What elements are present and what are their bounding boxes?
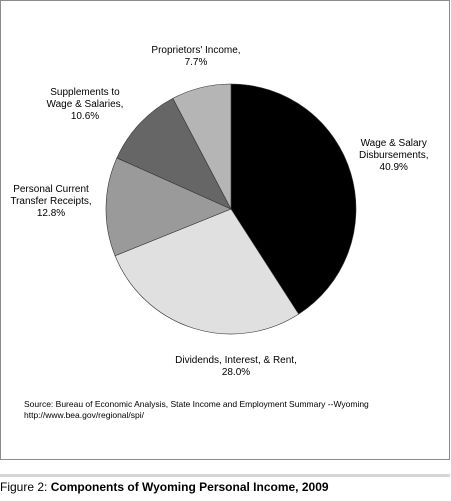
source-url: http://www.bea.gov/regional/spi/: [24, 410, 145, 420]
source-note: [24, 399, 369, 421]
figure-label: Figure 2:: [0, 480, 51, 494]
slice-label-transfer-receipts: Personal Current Transfer Receipts, 12.8%: [10, 184, 92, 219]
pie-chart: [1, 1, 451, 461]
source-text: Source: Bureau of Economic Analysis, State Income and Employment Summary --Wyoming: [24, 399, 369, 409]
slice-label-dividends: Dividends, Interest, & Rent, 28.0%: [175, 355, 297, 378]
figure-title: Components of Wyoming Personal Income, 2009: [50, 480, 329, 494]
slice-label-proprietors: Proprietors' Income, 7.7%: [151, 45, 241, 68]
figure-caption: [0, 474, 450, 494]
slice-label-wage-salary: Wage & Salary Disbursements, 40.9%: [359, 138, 429, 173]
slice-label-supplements: Supplements to Wage & Salaries, 10.6%: [46, 87, 124, 122]
